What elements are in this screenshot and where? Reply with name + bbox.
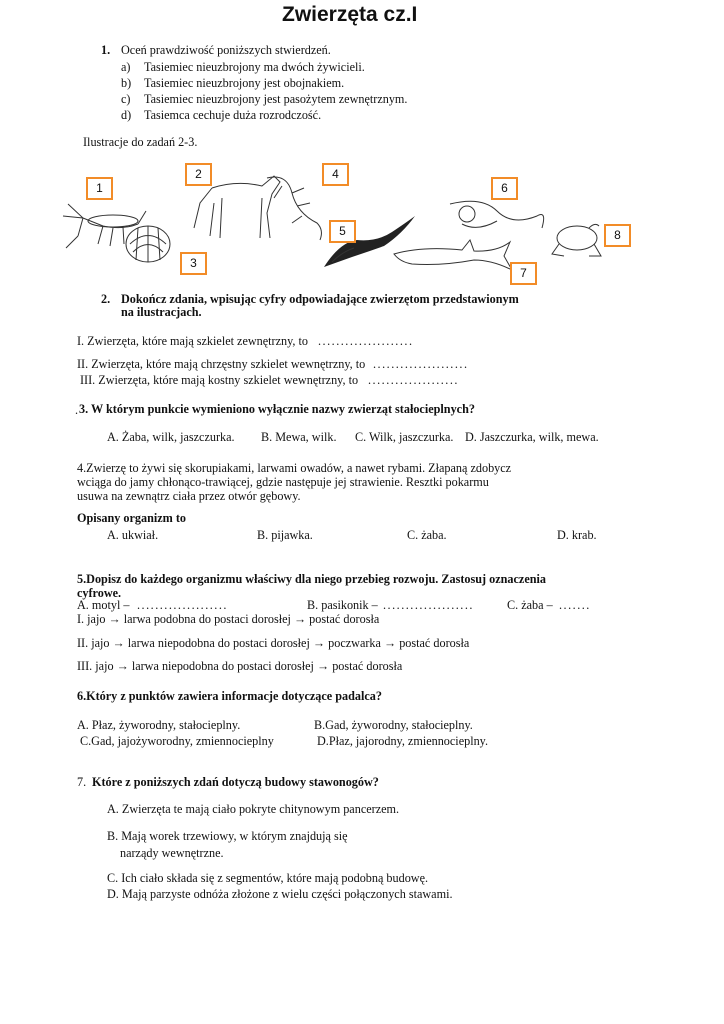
q2-line-3: III. Zwierzęta, które mają kostny szkielet wewnętrzny, to <box>80 373 359 387</box>
tapeworm-icon <box>442 196 550 238</box>
q5-b-answer[interactable]: .................... <box>383 598 474 612</box>
q1-item-d: Tasiemca cechuje duża rozrodczość. <box>144 108 322 122</box>
q1-number: 1. <box>101 43 111 57</box>
q2-answer-1[interactable]: ..................... <box>318 334 414 348</box>
q3-text: 3. W którym punkcie wymieniono wyłącznie nazwy zwierząt stałocieplnych? <box>79 402 475 416</box>
illustration-label-7: 7 <box>510 262 537 285</box>
q5-c-answer[interactable]: ....... <box>559 598 591 612</box>
q2-answer-3[interactable]: .................... <box>368 373 459 387</box>
q7-option-b-cont: narządy wewnętrzne. <box>120 846 224 860</box>
page-title: Zwierzęta cz.I <box>282 3 418 26</box>
q4-line-1: 4.Zwierzę to żywi się skorupiakami, larwami owadów, a nawet rybami. Złapaną zdobycz <box>77 461 512 475</box>
q4-option-d[interactable]: D. krab. <box>557 528 597 542</box>
q2-prompt-line2: na ilustracjach. <box>121 305 202 319</box>
q1-letter-c: c) <box>121 92 131 106</box>
q1-item-c: Tasiemiec nieuzbrojony jest pasożytem zewnętrznym. <box>144 92 408 106</box>
q4-line-2: wciąga do jamy chłonąco-trawiącej, gdzie następuje jej strawienie. Resztki pokarmu <box>77 475 489 489</box>
q5-line-1: 5.Dopisz do każdego organizmu właściwy dla niego przebieg rozwoju. Zastosuj oznaczenia <box>77 572 546 586</box>
illustration-caption: Ilustracje do zadań 2-3. <box>83 135 198 149</box>
q2-prompt-line1: Dokończ zdania, wpisując cyfry odpowiadające zwierzętom przedstawionym <box>121 292 519 306</box>
q5-a-label: A. motyl – <box>77 598 130 612</box>
q3-option-b[interactable]: B. Mewa, wilk. <box>261 430 337 444</box>
q3-option-c[interactable]: C. Wilk, jaszczurka. <box>355 430 454 444</box>
q3-option-d[interactable]: D. Jaszczurka, wilk, mewa. <box>465 430 599 444</box>
q2-number: 2. <box>101 292 111 306</box>
q4-option-a[interactable]: A. ukwiał. <box>107 528 159 542</box>
q4-question: Opisany organizm to <box>77 511 187 525</box>
q4-line-3: usuwa na zewnątrz ciała przez otwór gębowy. <box>77 489 301 503</box>
q1-item-a: Tasiemiec nieuzbrojony ma dwóch żywicieli. <box>144 60 365 74</box>
q3-prefix: . <box>75 403 79 417</box>
q5-b-label: B. pasikonik – <box>307 598 378 612</box>
q5-c-label: C. żaba – <box>507 598 553 612</box>
illustration-label-4: 4 <box>322 163 349 186</box>
q7-number: 7. <box>77 775 87 789</box>
illustration-label-6: 6 <box>491 177 518 200</box>
q7-option-c[interactable]: C. Ich ciało składa się z segmentów, które mają podobną budowę. <box>107 871 429 885</box>
q3-option-a[interactable]: A. Żaba, wilk, jaszczurka. <box>107 430 235 444</box>
q6-text: 6.Który z punktów zawiera informacje dotyczące padalca? <box>77 689 382 703</box>
q7-option-b[interactable]: B. Mają worek trzewiowy, w którym znajdują się <box>107 829 348 843</box>
illustration-label-8: 8 <box>604 224 631 247</box>
q5-line-2: cyfrowe. <box>77 586 122 600</box>
illustration-label-1: 1 <box>86 177 113 200</box>
q6-option-c[interactable]: C.Gad, jajożyworodny, zmiennocieplny <box>80 734 274 748</box>
illustration-label-2: 2 <box>185 163 212 186</box>
illustration-label-5: 5 <box>329 220 356 243</box>
q6-option-b[interactable]: B.Gad, żyworodny, stałocieplny. <box>314 718 473 732</box>
q6-option-d[interactable]: D.Płaz, jajorodny, zmiennocieplny. <box>317 734 489 748</box>
snail-shell-icon <box>118 222 178 267</box>
q1-letter-b: b) <box>121 76 132 90</box>
q4-option-b[interactable]: B. pijawka. <box>257 528 313 542</box>
q5-path-1: I. jajo → larwa podobna do postaci dorosłej → postać dorosła <box>77 612 380 626</box>
q2-line-1: I. Zwierzęta, które mają szkielet zewnętrzny, to <box>77 334 308 348</box>
q4-option-c[interactable]: C. żaba. <box>407 528 447 542</box>
q5-a-answer[interactable]: .................... <box>137 598 228 612</box>
q2-answer-2[interactable]: ..................... <box>373 357 469 371</box>
illustration-label-3: 3 <box>180 252 207 275</box>
q1-item-b: Tasiemiec nieuzbrojony jest obojnakiem. <box>144 76 345 90</box>
q6-option-a[interactable]: A. Płaz, żyworodny, stałocieplny. <box>77 718 241 732</box>
shark-icon <box>392 236 522 276</box>
frog-icon <box>549 214 604 259</box>
q7-option-d[interactable]: D. Mają parzyste odnóża złożone z wielu części połączonych stawami. <box>107 887 453 901</box>
q7-option-a[interactable]: A. Zwierzęta te mają ciało pokryte chitynowym pancerzem. <box>107 802 400 816</box>
q5-path-2: II. jajo → larwa niepodobna do postaci dorosłej → poczwarka → postać dorosła <box>77 636 470 650</box>
q5-path-3: III. jajo → larwa niepodobna do postaci dorosłej → postać dorosła <box>77 659 403 673</box>
q1-letter-a: a) <box>121 60 131 74</box>
q1-prompt: Oceń prawdziwość poniższych stwierdzeń. <box>121 43 331 57</box>
q1-letter-d: d) <box>121 108 132 122</box>
q2-line-2: II. Zwierzęta, które mają chrzęstny szkielet wewnętrzny, to <box>77 357 366 371</box>
q7-text: Które z poniższych zdań dotyczą budowy stawonogów? <box>92 775 379 789</box>
